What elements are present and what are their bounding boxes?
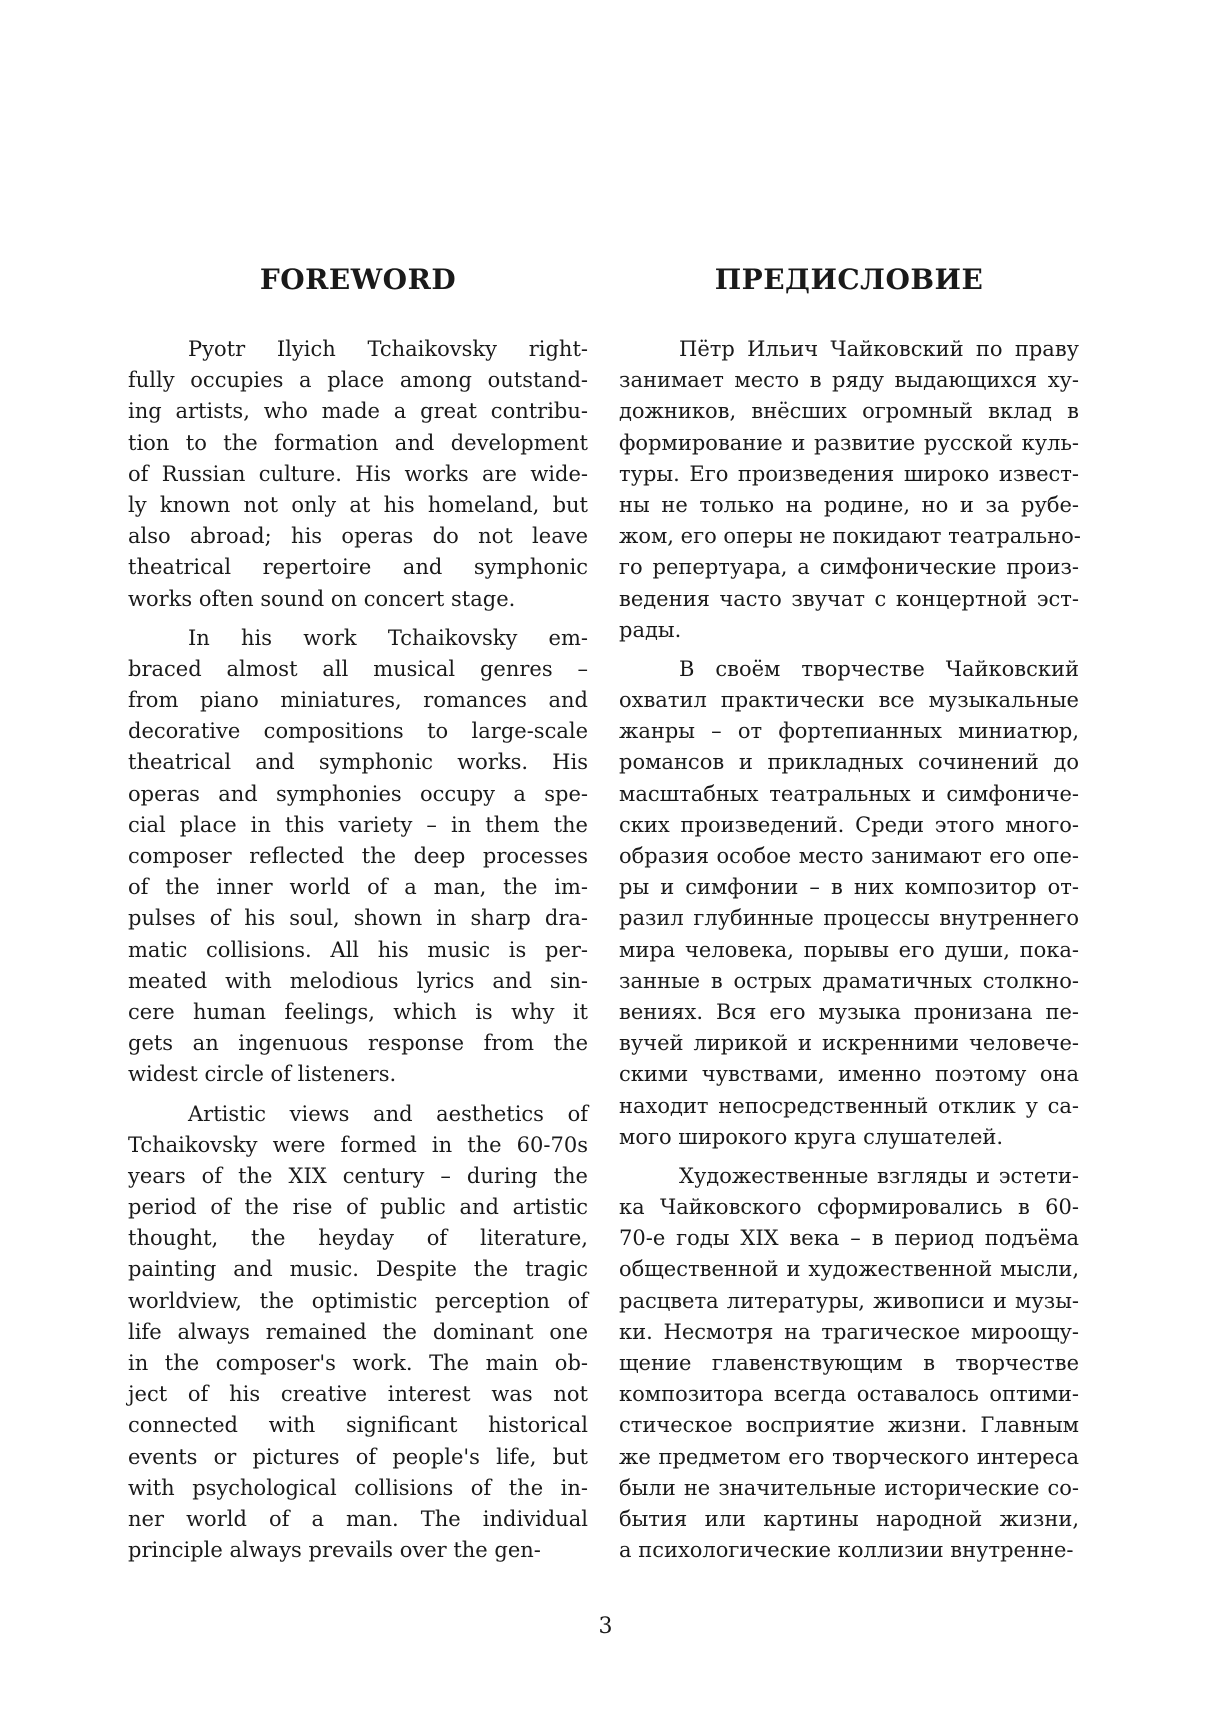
text-line: масштабных театральных и симфониче- <box>619 781 1079 806</box>
text-line: cial place in this variety – in them the <box>128 812 588 837</box>
text-line: занные в острых драматичных столкно- <box>619 968 1079 993</box>
text-line: расцвета литературы, живописи и музы- <box>619 1288 1079 1313</box>
text-line: life always remained the dominant one <box>128 1319 588 1344</box>
text-line: романсов и прикладных сочинений до <box>619 750 1079 775</box>
text-line: мира человека, порывы его души, пока- <box>619 937 1079 962</box>
text-line: connected with significant historical <box>128 1413 588 1438</box>
text-line: period of the rise of public and artistic <box>128 1195 588 1220</box>
text-line: ject of his creative interest was not <box>128 1382 588 1407</box>
text-line: скими чувствами, именно поэтому она <box>619 1062 1079 1087</box>
text-line: also abroad; his operas do not leave <box>128 524 588 549</box>
text-line: туры. Его произведения широко извест- <box>619 461 1079 486</box>
text-line: щение главенствующим в творчестве <box>619 1351 1079 1375</box>
text-line: жом, его оперы не покидают театрально- <box>619 524 1081 549</box>
text-line: worldview, the optimistic perception of <box>128 1288 588 1313</box>
page-number: 3 <box>598 1614 613 1639</box>
english-column <box>128 262 588 1574</box>
text-line: theatrical repertoire and symphonic <box>128 555 588 580</box>
text-line: дожников, внёсших огромный вклад в <box>619 399 1079 424</box>
text-line: composer reflected the deep processes <box>128 844 588 868</box>
text-line: стическое восприятие жизни. Главным <box>619 1413 1079 1438</box>
text-line: operas and symphonies occupy a spe- <box>128 781 588 806</box>
text-line: cere human feelings, which is why it <box>128 999 588 1024</box>
text-line: fully occupies a place among outstand- <box>128 368 588 393</box>
paragraph <box>619 1161 1079 1566</box>
english-heading: FOREWORD <box>259 263 457 296</box>
text-line: ing artists, who made a great contribu- <box>128 399 588 424</box>
text-line: же предметом его творческого интереса <box>619 1444 1079 1469</box>
paragraph <box>128 334 588 615</box>
text-line: meated with melodious lyrics and sin- <box>128 968 588 993</box>
text-line: ка Чайковского сформировались в 60- <box>619 1195 1079 1220</box>
text-line: Пётр Ильич Чайковский по праву <box>679 337 1079 361</box>
text-line: works often sound on concert stage. <box>128 586 516 611</box>
paragraph <box>619 334 1079 646</box>
text-line: бытия или картины народной жизни, <box>619 1506 1079 1531</box>
text-line: мого широкого круга слушателей. <box>619 1124 1004 1149</box>
paragraph <box>128 623 588 1091</box>
text-line: а психологические коллизии внутренне- <box>619 1538 1074 1563</box>
text-line: pulses of his soul, shown in sharp dra- <box>128 906 588 931</box>
text-line: Pyotr Ilyich Tchaikovsky right- <box>188 337 588 361</box>
text-line: ner world of a man. The individual <box>128 1506 588 1531</box>
text-line: with psychological collisions of the in- <box>128 1475 588 1500</box>
text-line: вучей лирикой и искренними человече- <box>619 1031 1079 1056</box>
text-line: рады. <box>619 617 682 642</box>
text-line: Tchaikovsky were formed in the 60-70s <box>128 1132 588 1157</box>
text-line: gets an ingenuous response from the <box>128 1031 588 1056</box>
text-line: matic collisions. All his music is per- <box>128 937 588 962</box>
text-line: tion to the formation and development <box>128 430 588 455</box>
text-line: events or pictures of people's life, but <box>128 1444 588 1469</box>
text-line: жанры – от фортепианных миниатюр, <box>619 719 1079 744</box>
text-line: Художественные взгляды и эстети- <box>679 1163 1079 1188</box>
russian-paragraphs <box>619 334 1079 1566</box>
text-line: разил глубинные процессы внутреннего <box>619 906 1079 931</box>
text-line: In his work Tchaikovsky em- <box>188 625 588 650</box>
text-line: years of the XIX century – during the <box>128 1163 588 1188</box>
text-line: ly known not only at his homeland, but <box>128 492 588 517</box>
text-line: ведения часто звучат с концертной эст- <box>619 586 1079 611</box>
text-line: были не значительные исторические со- <box>619 1475 1079 1500</box>
text-line: braced almost all musical genres – <box>128 656 588 681</box>
text-line: формирование и развитие русской куль- <box>619 430 1079 455</box>
text-line: ки. Несмотря на трагическое мироощу- <box>619 1319 1079 1344</box>
english-paragraphs <box>128 334 588 1566</box>
russian-heading: ПРЕДИСЛОВИЕ <box>714 263 984 296</box>
text-line: principle always prevails over the gen- <box>128 1538 541 1563</box>
text-line: painting and music. Despite the tragic <box>128 1257 588 1282</box>
text-line: Artistic views and aesthetics of <box>188 1101 588 1126</box>
text-line: занимает место в ряду выдающихся ху- <box>619 368 1079 393</box>
text-line: вениях. Вся его музыка пронизана пе- <box>619 999 1079 1024</box>
text-line: thought, the heyday of literature, <box>128 1226 588 1251</box>
text-line: of Russian culture. His works are wide- <box>128 461 588 486</box>
text-line: образия особое место занимают его опе- <box>619 844 1079 868</box>
paragraph <box>128 1099 588 1567</box>
text-line: 70-е годы XIX века – в период подъёма <box>619 1226 1079 1251</box>
text-line: ры и симфонии – в них композитор от- <box>619 875 1079 900</box>
text-line: охватил практически все музыкальные <box>619 688 1079 713</box>
text-line: общественной и художественной мысли, <box>619 1257 1079 1282</box>
text-line: ны не только на родине, но и за рубе- <box>619 492 1079 517</box>
text-line: theatrical and symphonic works. His <box>128 750 588 775</box>
text-line: го репертуара, а симфонические произ- <box>619 555 1079 580</box>
russian-column <box>619 262 1079 1574</box>
text-line: композитора всегда оставалось оптими- <box>619 1382 1079 1407</box>
text-line: находит непосредственный отклик у са- <box>619 1093 1079 1118</box>
text-line: ских произведений. Среди этого много- <box>619 812 1079 837</box>
text-line: decorative compositions to large-scale <box>128 719 588 744</box>
paragraph <box>619 654 1079 1153</box>
text-line: widest circle of listeners. <box>128 1062 397 1087</box>
text-line: from piano miniatures, romances and <box>128 688 588 713</box>
text-line: of the inner world of a man, the im- <box>128 875 588 900</box>
text-line: in the composer's work. The main ob- <box>128 1351 588 1375</box>
text-line: В своём творчестве Чайковский <box>679 656 1079 681</box>
